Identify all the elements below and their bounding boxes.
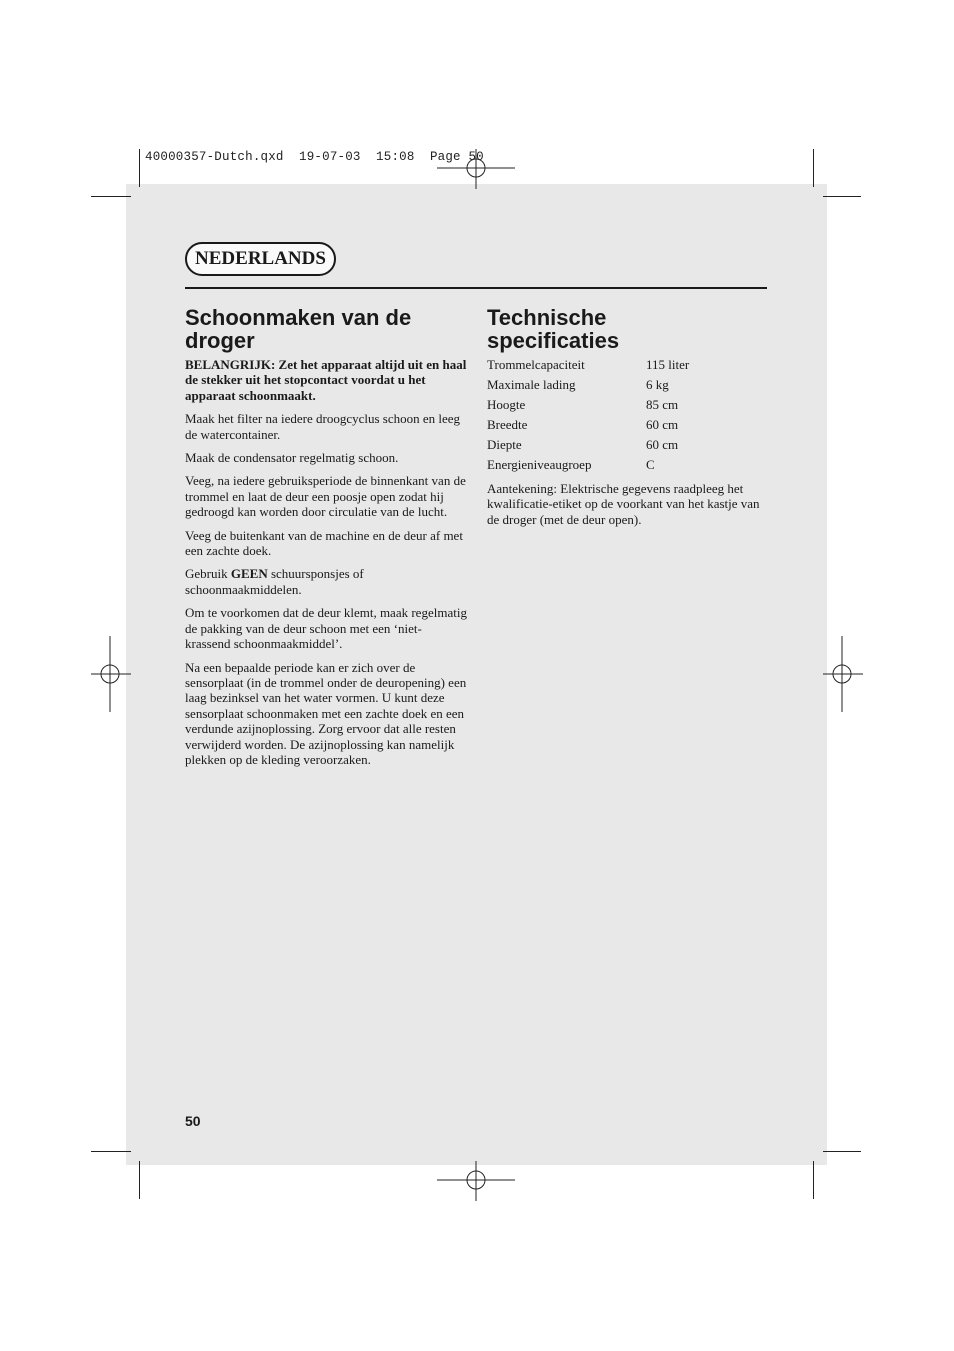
spec-label: Hoogte — [487, 397, 526, 412]
specs-section — [487, 306, 767, 535]
table-row — [487, 397, 767, 417]
paragraph: Maak de condensator regelmatig schoon. — [185, 450, 399, 466]
spec-value: 60 cm — [646, 417, 679, 432]
spec-value: 115 liter — [646, 357, 690, 372]
language-badge: NEDERLANDS — [185, 242, 336, 276]
cleaning-title: Schoonmaken van de droger — [185, 305, 412, 353]
specs-title: Technische specificaties — [487, 305, 620, 353]
paragraph: Maak het filter na iedere droogcyclus schoon en leeg de watercontainer. — [185, 411, 461, 442]
printer-slug: 40000357-Dutch.qxd 19-07-03 15:08 Page 50 — [145, 150, 484, 164]
important-notice: BELANGRIJK: Zet het apparaat altijd uit en haal de stekker uit het stopcontact voordat u het apparaat schoonmaakt. — [185, 357, 467, 403]
table-row — [487, 437, 767, 457]
spec-label: Diepte — [487, 437, 522, 452]
paragraph: Veeg de buitenkant van de machine en de deur af met een zachte doek. — [185, 527, 463, 559]
spec-label: Breedte — [487, 417, 528, 432]
crop-mark — [91, 1151, 131, 1152]
crop-mark — [813, 1161, 814, 1199]
crop-mark — [823, 196, 861, 197]
table-row — [487, 377, 767, 397]
paragraph: Gebruik GEEN schuursponsjes of schoonmaakmiddelen. — [185, 566, 364, 597]
crop-mark — [139, 1161, 140, 1199]
paragraph: Om te voorkomen dat de deur klemt, maak regelmatig de pakking van de deur schoon met een ‘niet-krassend schoonmaakmiddel’. — [185, 605, 467, 652]
crop-mark — [91, 196, 131, 197]
cleaning-section — [185, 306, 467, 775]
page-number: 50 — [185, 1113, 201, 1129]
paragraph: Na een bepaalde periode kan er zich over de sensorplaat (in de trommel onder de deuropening) een laag bezinksel van het water vormen. U kunt deze sensorplaat schoonmaken met een zachte doek en een verdunde azijnoplossing. Zorg ervoor dat alle resten verwijderd worden. De azijnoplossing kan namelijk plekken op de kleding veroorzaken. — [185, 659, 467, 767]
table-row — [487, 357, 767, 377]
spec-label: Energieniveaugroep — [487, 457, 592, 472]
spec-value: 6 kg — [646, 377, 669, 392]
spec-label: Maximale lading — [487, 377, 576, 392]
spec-table — [487, 357, 767, 477]
crop-mark — [823, 1151, 861, 1152]
table-row — [487, 417, 767, 437]
spec-value: C — [646, 457, 655, 472]
registration-mark-icon — [437, 1161, 515, 1201]
table-row — [487, 457, 767, 477]
registration-mark-icon — [91, 636, 131, 712]
crop-mark — [813, 149, 814, 187]
spec-value: 60 cm — [646, 437, 679, 452]
spec-note: Aantekening: Elektrische gegevens raadpleeg het kwalificatie-etiket op de voorkant van het kastje van de droger (met de deur open). — [487, 481, 760, 527]
spec-label: Trommelcapaciteit — [487, 357, 585, 372]
registration-mark-icon — [823, 636, 863, 712]
registration-mark-icon — [437, 149, 515, 189]
paragraph: Veeg, na iedere gebruiksperiode de binnenkant van de trommel en laat de deur een poosje open zodat hij gedroogd kan worden door circulatie van de lucht. — [185, 473, 466, 520]
crop-mark — [139, 149, 140, 187]
header-rule — [185, 287, 767, 289]
spec-value: 85 cm — [646, 397, 679, 412]
